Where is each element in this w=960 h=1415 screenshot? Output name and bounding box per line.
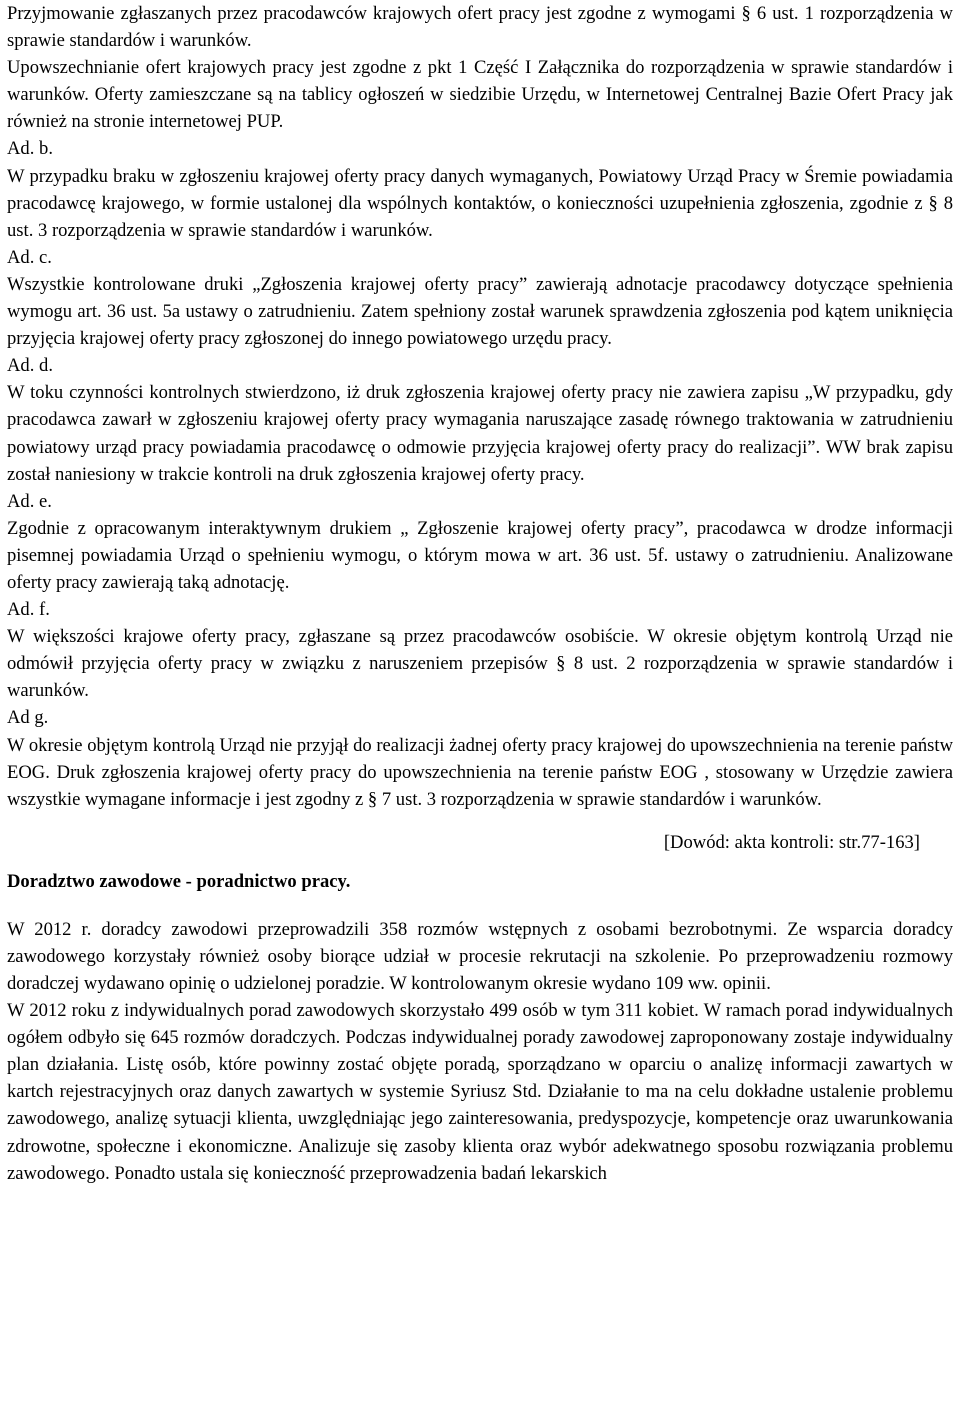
point-heading: Ad. d. — [7, 355, 53, 377]
paragraph: W okresie objętym kontrolą Urząd nie przyjął do realizacji żadnej oferty pracy krajowej do upowszechnienia na terenie państw EOG. Druk zgłoszenia krajowej oferty pracy do upowszechnienia na terenie państw EOG , stosowany w Urzędzie zawiera wszystkie wymagane informacje i jest zgodny z § 7 ust. 3 rozporządzenia w sprawie standardów i warunków. — [7, 734, 954, 810]
paragraph: W 2012 r. doradcy zawodowi przeprowadzili 358 rozmów wstępnych z osobami bezrobotnymi. Ze wsparcia doradcy zawodowego korzystały również osoby biorące udział w procesie rekrutacji na szkolenie. Po przeprowadzeniu rozmowy doradczej wydawano opinię o udzielonej poradzie. W kontrolowanym okresie wydano 109 ww. opinii. — [7, 918, 953, 994]
point-heading: Ad. c. — [7, 246, 52, 268]
paragraph: W 2012 roku z indywidualnych porad zawodowych skorzystało 499 osób w tym 311 kobiet. W ramach porad indywidualnych ogółem odbyło się 645 rozmów doradczych. Podczas indywidualnej porady zawodowej zaproponowany zostaje indywidualny plan działania. Listę osób, które powinny zostać objęte poradą, sporządzano w oparciu o analizę informacji zawartych w kartch rejestracyjnych oraz danych zawartych w systemie Syriusz Std. Działanie to ma na celu dokładne ustalenie problemu zawodowego, analizę sytuacji klienta, uwzględniając jego zainteresowania, predyspozycje, kompetencje oraz uwarunkowania zdrowotne, społeczne i ekonomiczne. Analizuje się zasoby klienta oraz wybór adekwatnego sposobu rozwiązania problemu zawodowego. Ponadto ustala się konieczność przeprowadzenia badań lekarskich — [7, 1000, 953, 1184]
paragraph: W toku czynności kontrolnych stwierdzono, iż druk zgłoszenia krajowej oferty pracy nie zawiera zapisu „W przypadku, gdy pracodawca zawarł w zgłoszeniu krajowej oferty pracy wymagania naruszające zasadę równego traktowania w zatrudnieniu powiatowy urząd pracy powiadamia pracodawcę o odmowie przyjęcia krajowej oferty pracy do realizacji”. WW brak zapisu został naniesiony w trakcie kontroli na druk zgłoszenia krajowej oferty pracy. — [7, 382, 953, 485]
point-d-block — [7, 352, 953, 487]
paragraph: Wszystkie kontrolowane druki „Zgłoszenia krajowej oferty pracy” zawierają adnotacje pracodawcy dotyczące spełnienia wymogu art. 36 ust. 5a ustawy o zatrudnieniu. Zatem spełniony został warunek sprawdzenia zgłoszenia pod kątem uniknięcia przyjęcia krajowej oferty pracy zgłoszonej do innego powiatowego urzędu pracy. — [7, 273, 953, 350]
intro-block — [7, 0, 953, 135]
section-title: Doradztwo zawodowe - poradnictwo pracy. — [7, 870, 351, 892]
point-heading: Ad. f. — [7, 599, 50, 621]
evidence-reference: [Dowód: akta kontroli: str.77-163] — [663, 831, 920, 853]
paragraph: Przyjmowanie zgłaszanych przez pracodawców krajowych ofert pracy jest zgodne z wymogami § 6 ust. 1 rozporządzenia w sprawie standardów i warunków. — [7, 3, 953, 52]
point-heading: Ad. b. — [7, 138, 53, 160]
point-c-block — [7, 244, 953, 352]
point-b-block — [7, 135, 953, 243]
point-heading: Ad. e. — [7, 490, 52, 512]
paragraph: W większości krajowe oferty pracy, zgłaszane są przez pracodawców osobiście. W okresie objętym kontrolą Urząd nie odmówił przyjęcia oferty pracy w związku z naruszeniem przepisów § 8 ust. 2 rozporządzenia w sprawie standardów i warunków. — [7, 626, 953, 702]
point-g-block — [7, 704, 953, 812]
paragraph: Zgodnie z opracowanym interaktywnym drukiem „ Zgłoszenie krajowej oferty pracy”, pracodawca w drodze informacji pisemnej powiadamia Urząd o spełnieniu wymogu, o którym mowa w art. 36 ust. 5f. ustawy o zatrudnieniu. Analizowane oferty pracy zawierają taką adnotację. — [7, 517, 953, 593]
point-e-block — [7, 488, 953, 596]
paragraph: W przypadku braku w zgłoszeniu krajowej oferty pracy danych wymaganych, Powiatowy Urząd Pracy w Śremie powiadamia pracodawcę krajowego, w formie ustalonej dla wspólnych kontaktów, o konieczności uzupełnienia zgłoszenia, zgodnie z § 8 ust. 3 rozporządzenia w sprawie standardów i warunków. — [7, 165, 953, 241]
spacer — [7, 908, 953, 916]
point-f-block — [7, 596, 953, 704]
section-body — [7, 916, 953, 1187]
point-heading: Ad g. — [7, 707, 49, 729]
paragraph: Upowszechnianie ofert krajowych pracy jest zgodne z pkt 1 Część I Załącznika do rozporządzenia w sprawie standardów i warunków. Oferty zamieszczane są na tablicy ogłoszeń w siedzibie Urzędu, w Internetowej Centralnej Bazie Ofert Pracy jak również na stronie internetowej PUP. — [7, 57, 953, 133]
